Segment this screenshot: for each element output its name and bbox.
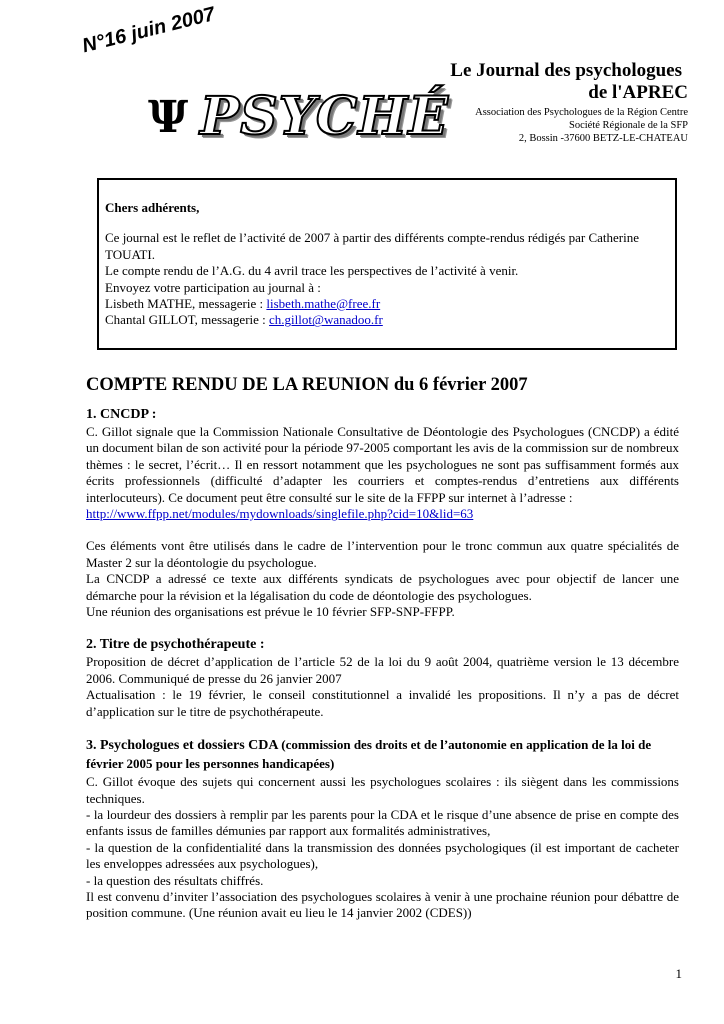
section-1-heading: 1. CNCDP : <box>86 407 157 422</box>
journal-title-line1: Le Journal des psychologues <box>450 60 682 81</box>
section-3-bullet-2: - la question de la confidentialité dans la transmission des données psychologiques (il est important de cacheter les enveloppes adressées aux psychologues), <box>86 839 679 872</box>
ffpp-url-link[interactable]: http://www.ffpp.net/modules/mydownloads/singlefile.php?cid=10&lid=63 <box>86 506 474 522</box>
page-number: 1 <box>675 966 682 981</box>
section-3-heading: 3. Psychologues et dossiers CDA (commission des droits et de l’autonomie en application de la loi de février 2005 pour les personnes handicapées) <box>86 737 652 772</box>
psi-symbol-icon: Ψ <box>148 92 189 143</box>
section-3-para-2: Il est convenu d’inviter l’association des psychologues scolaires à venir à une prochaine réunion pour débattre de position commune. (Une réunion avait eu lieu le 14 janvier 2002 (CDES)) <box>86 888 679 921</box>
section-2-heading: 2. Titre de psychothérapeute : <box>86 637 265 653</box>
email-link-chantal[interactable]: ch.gillot@wanadoo.fr <box>269 312 383 328</box>
intro-box <box>97 178 677 350</box>
section-3-heading-detail: (commission des droits et de l’autonomie en application de la loi de février 2005 pour les personnes handicapées) <box>86 737 652 772</box>
section-1-para-2: Ces éléments vont être utilisés dans le cadre de l’intervention pour le tronc commun aux quatre spécialités de Master 2 sur la déontologie du psychologue. <box>86 538 679 570</box>
issue-label: N°16 juin 2007 <box>80 3 218 58</box>
intro-line-1: Ce journal est le reflet de l’activité de 2007 à partir des différents compte-rendus rédigés par Catherine TOUATI. <box>105 230 639 262</box>
association-name: Association des Psychologues de la Région Centre <box>475 107 688 118</box>
section-3-para-1: C. Gillot évoque des sujets qui concernent aussi les psychologues scolaires : ils siègent dans les commissions techniques. <box>86 774 679 806</box>
logo-wordmark: PSYCHÉ <box>200 86 450 147</box>
intro-line-3: Envoyez votre participation au journal à : <box>105 279 321 295</box>
region-society: Société Régionale de la SFP <box>569 120 688 131</box>
section-1-para-1: C. Gillot signale que la Commission Nationale Consultative de Déontologie des Psychologues (CNCDP) a édité un document bilan de son activité pour la période 97-2005 comportant les avis de la commission sur de nombreux thèmes : le secret, l’écrit… Il en ressort notamment que les psychologues ne sont pas suffisamment formés aux écrits professionnels (difficulté d’adapter les courriers et comptes-rendus d’entretiens aux différents interlocuteurs). Ce document peut être consulté sur le site de la FFPP sur internet à l’adresse : <box>86 424 679 505</box>
section-3-bullet-3: - la question des résultats chiffrés. <box>86 872 264 888</box>
salutation: Chers adhérents, <box>105 200 200 215</box>
email-link-lisbeth[interactable]: lisbeth.mathe@free.fr <box>266 296 381 312</box>
section-2-para-1: Proposition de décret d’application de l’article 52 de la loi du 9 août 2004, quatrième version le 13 décembre 2006. Communiqué de presse du 26 janvier 2007 <box>86 654 679 686</box>
report-title: COMPTE RENDU DE LA REUNION du 6 février 2007 <box>86 375 528 395</box>
contact-chantal: Chantal GILLOT, messagerie : ch.gillot@wanadoo.fr <box>105 312 383 328</box>
section-1-para-4: Une réunion des organisations est prévue le 10 février SFP-SNP-FFPP. <box>86 604 455 620</box>
journal-header <box>450 60 688 145</box>
meeting-report <box>86 374 679 922</box>
section-2-para-2: Actualisation : le 19 février, le conseil constitutionnel a invalidé les propositions. Il n’y a pas de décret d’application sur le titre de psychothérapeute. <box>86 687 679 719</box>
intro-line-2: Le compte rendu de l’A.G. du 4 avril trace les perspectives de l’activité à venir. <box>105 263 519 279</box>
section-3-bullet-1: - la lourdeur des dossiers à remplir par les parents pour la CDA et le risque d’une absence de prise en compte des enfants issus de familles démunies par rapport aux formalités administratives, <box>86 806 679 839</box>
section-1-para-3: La CNCDP a adressé ce texte aux différents syndicats de psychologues avec pour objectif de lancer une démarche pour la révision et la légalisation du code de déontologie des psychologues. <box>86 571 679 603</box>
postal-address: 2, Bossin -37600 BETZ-LE-CHATEAU <box>518 133 688 144</box>
journal-title-line2: de l'APREC <box>588 82 688 103</box>
contact-lisbeth: Lisbeth MATHE, messagerie : lisbeth.mathe@free.fr <box>105 296 381 312</box>
